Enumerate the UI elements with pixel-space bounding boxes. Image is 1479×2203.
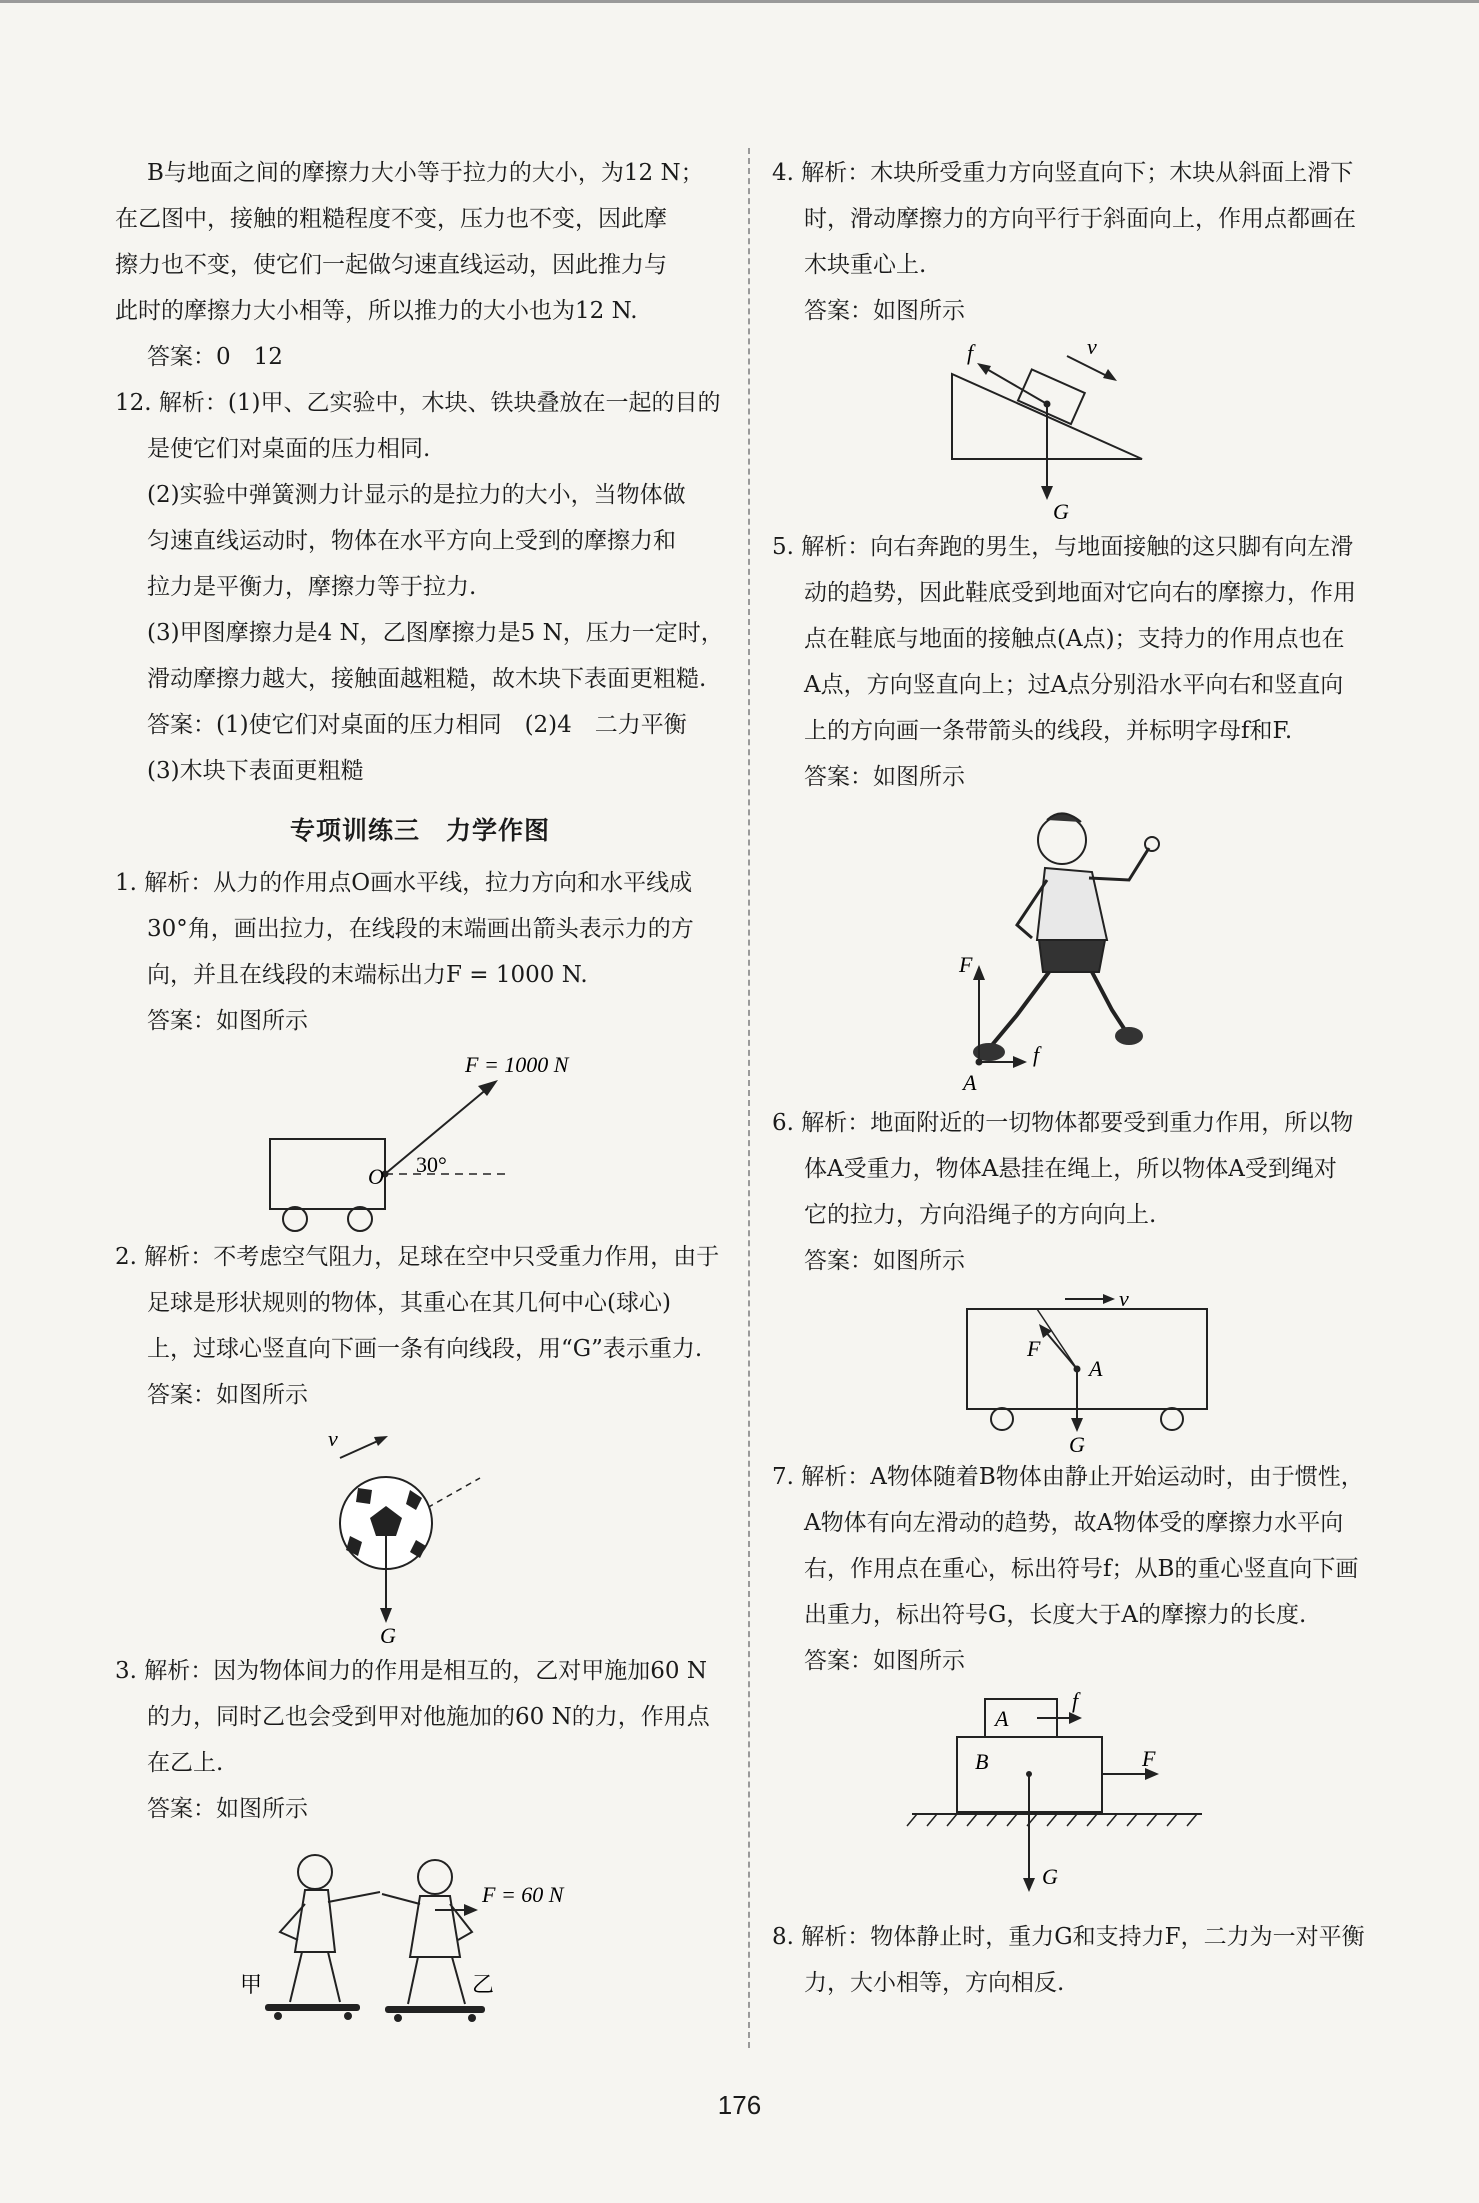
person-jia-body <box>295 1890 335 1952</box>
text-line: 2. 解析：不考虑空气阻力，足球在空中只受重力作用，由于 <box>115 1244 720 1270</box>
shoe-front <box>1115 1027 1143 1045</box>
text-line: 时，滑动摩擦力的方向平行于斜面向上，作用点都画在 <box>804 206 1356 232</box>
text-line: 上的方向画一条带箭头的线段，并标明字母f和F. <box>804 718 1293 744</box>
person-yi-head <box>418 1860 452 1894</box>
q8 <box>772 1914 1382 2006</box>
gravity-label: G <box>1069 1432 1085 1454</box>
answer-line: 答案：如图所示 <box>147 1008 308 1034</box>
text-line: 在乙图中，接触的粗糙程度不变，压力也不变，因此摩 <box>115 206 667 232</box>
angle-label: 30° <box>416 1152 447 1177</box>
tension-label: F <box>1027 1336 1041 1361</box>
answer-line: 答案：如图所示 <box>147 1382 308 1408</box>
text-line: 是使它们对桌面的压力相同. <box>147 436 431 462</box>
jia-label: 甲 <box>240 1972 263 1997</box>
friction-label: f <box>967 340 974 365</box>
boy-shorts <box>1039 940 1105 972</box>
text-line: 拉力是平衡力，摩擦力等于拉力. <box>147 574 477 600</box>
friction-label: f <box>1072 1688 1079 1713</box>
skateboard-wheel <box>394 2014 402 2022</box>
text-line: 的力，同时乙也会受到甲对他施加的60 N的力，作用点 <box>147 1704 710 1730</box>
top-rule <box>0 0 1479 3</box>
velocity-arrowhead <box>374 1436 388 1446</box>
text-line: 上，过球心竖直向下画一条有向线段，用“G”表示重力. <box>147 1336 703 1362</box>
left-column <box>115 150 725 2032</box>
text-line: 4. 解析：木块所受重力方向竖直向下；木块从斜面上滑下 <box>772 160 1354 186</box>
text-line: 匀速直线运动时，物体在水平方向上受到的摩擦力和 <box>147 528 676 554</box>
text-line: 力，大小相等，方向相反. <box>804 1970 1065 1996</box>
person-jia-head <box>298 1855 332 1889</box>
q4 <box>772 150 1382 334</box>
cart-wheel <box>348 1207 372 1231</box>
velocity-arrow-line <box>340 1440 380 1458</box>
text-line: (2)实验中弹簧测力计显示的是拉力的大小，当物体做 <box>147 482 686 508</box>
q7 <box>772 1454 1382 1684</box>
text-line: 5. 解析：向右奔跑的男生，与地面接触的这只脚有向左滑 <box>772 534 1354 560</box>
answer-line: 答案：0 12 <box>147 344 283 370</box>
velocity-label: v <box>1119 1286 1129 1311</box>
answer-line: 答案：如图所示 <box>804 298 965 324</box>
text-line: 此时的摩擦力大小相等，所以推力的大小也为12 N. <box>115 298 638 324</box>
skateboard-wheel <box>274 2012 282 2020</box>
answer-line: 答案：如图所示 <box>804 1248 965 1274</box>
q6 <box>772 1100 1382 1284</box>
rope <box>1037 1309 1077 1369</box>
push-force-label: F <box>1142 1746 1156 1771</box>
velocity-arrowhead <box>1103 369 1117 381</box>
boy-arm-front <box>1089 848 1149 880</box>
velocity-label: v <box>1087 334 1097 359</box>
gravity-arrowhead <box>380 1608 392 1623</box>
skateboard-wheel <box>344 2012 352 2020</box>
block-on-incline <box>1018 369 1085 424</box>
text-line: B与地面之间的摩擦力大小等于拉力的大小，为12 N； <box>147 160 704 186</box>
q5 <box>772 524 1382 800</box>
cart-force-figure <box>210 1044 630 1234</box>
text-line: 30°角，画出拉力，在线段的末端画出箭头表示力的方 <box>147 916 694 942</box>
boy-head <box>1038 816 1086 864</box>
incline-block-figure <box>867 334 1287 524</box>
text-line: 足球是形状规则的物体，其重心在其几何中心(球心) <box>147 1290 671 1316</box>
object-a-label: A <box>1089 1356 1103 1381</box>
vehicle-box <box>967 1309 1207 1409</box>
q3 <box>115 1648 725 1832</box>
friction-arrowhead <box>1069 1712 1082 1724</box>
text-line: 6. 解析：地面附近的一切物体都要受到重力作用，所以物 <box>772 1110 1354 1136</box>
q12 <box>115 380 725 794</box>
answer-line: 答案：(1)使它们对桌面的压力相同 (2)4 二力平衡 <box>147 712 687 738</box>
gravity-arrowhead <box>1023 1878 1035 1892</box>
text-line: 它的拉力，方向沿绳子的方向向上. <box>804 1202 1157 1228</box>
text-line: 在乙上. <box>147 1750 224 1776</box>
running-boy-figure <box>867 800 1287 1100</box>
support-force-arrowhead <box>973 965 985 980</box>
right-column <box>772 150 1382 2006</box>
vehicle-wheel <box>991 1408 1013 1430</box>
person-jia-legs <box>290 1952 340 2002</box>
answer-line: (3)木块下表面更粗糙 <box>147 758 364 784</box>
q11-continuation <box>115 150 725 380</box>
friction-arrowhead <box>1013 1056 1027 1068</box>
column-divider <box>748 148 750 2048</box>
answer-line: 答案：如图所示 <box>147 1796 308 1822</box>
answer-line: 答案：如图所示 <box>804 1648 965 1674</box>
gravity-arrowhead <box>1041 486 1053 500</box>
football-gravity-figure <box>210 1418 630 1648</box>
ground-hatching <box>907 1814 1197 1826</box>
gravity-label: G <box>1042 1864 1058 1889</box>
q1 <box>115 860 725 1044</box>
text-line: 擦力也不变，使它们一起做匀速直线运动，因此推力与 <box>115 252 667 278</box>
point-a-label: A <box>963 1070 977 1095</box>
velocity-label: v <box>328 1426 338 1451</box>
force-label: F = 1000 N <box>465 1052 569 1077</box>
person-jia-arm <box>280 1904 305 1940</box>
block-a-label: A <box>995 1706 1009 1731</box>
gravity-arrowhead <box>1071 1418 1083 1432</box>
velocity-arrowhead <box>1103 1294 1115 1304</box>
skateboard <box>385 2006 485 2013</box>
stacked-blocks-figure <box>867 1684 1287 1914</box>
cart-wheel <box>283 1207 307 1231</box>
boy-leg-front <box>1092 972 1125 1030</box>
text-line: 3. 解析：因为物体间力的作用是相互的，乙对甲施加60 N <box>115 1658 707 1684</box>
person-yi-body <box>410 1896 460 1957</box>
person-jia-arm <box>328 1892 380 1902</box>
boy-fist <box>1145 837 1159 851</box>
text-line: 木块重心上. <box>804 252 927 278</box>
skateboard-wheel <box>468 2014 476 2022</box>
gravity-label: G <box>380 1623 396 1648</box>
text-line: A点，方向竖直向上；过A点分别沿水平向右和竖直向 <box>804 672 1344 698</box>
friction-label: f <box>1033 1042 1040 1067</box>
text-line: 1. 解析：从力的作用点O画水平线，拉力方向和水平线成 <box>115 870 693 896</box>
text-line: 右，作用点在重心，标出符号f；从B的重心竖直向下画 <box>804 1556 1359 1582</box>
person-yi-arm <box>382 1894 420 1904</box>
force-arrowhead <box>464 1904 478 1916</box>
answer-line: 答案：如图所示 <box>804 764 965 790</box>
text-line: (3)甲图摩擦力是4 N，乙图摩擦力是5 N，压力一定时， <box>147 620 724 646</box>
text-line: A物体有向左滑动的趋势，故A物体受的摩擦力水平向 <box>804 1510 1344 1536</box>
point-o-label: O <box>368 1164 384 1189</box>
friction-arrowhead <box>977 363 991 375</box>
force-label: F = 60 N <box>482 1882 564 1907</box>
text-line: 12. 解析：(1)甲、乙实验中，木块、铁块叠放在一起的目的 <box>115 390 721 416</box>
text-line: 8. 解析：物体静止时，重力G和支持力F，二力为一对平衡 <box>772 1924 1365 1950</box>
text-line: 动的趋势，因此鞋底受到地面对它向右的摩擦力，作用 <box>804 580 1356 606</box>
block-b-label: B <box>975 1749 989 1774</box>
boy-hair <box>1047 813 1081 822</box>
football-patch <box>356 1488 372 1504</box>
support-force-label: F <box>959 952 973 977</box>
text-line: 向，并且在线段的末端标出力F = 1000 N. <box>147 962 588 988</box>
text-line: 出重力，标出符号G，长度大于A的摩擦力的长度. <box>804 1602 1307 1628</box>
text-line: 点在鞋底与地面的接触点(A点)；支持力的作用点也在 <box>804 626 1345 652</box>
section-title: 专项训练三 力学作图 <box>289 816 550 845</box>
text-line: 7. 解析：A物体随着B物体由静止开始运动时，由于惯性， <box>772 1464 1364 1490</box>
friction-arrow-line <box>985 368 1047 404</box>
velocity-arrow-line <box>1067 356 1107 376</box>
hanging-object-figure <box>867 1284 1287 1454</box>
person-yi-legs <box>408 1957 465 2004</box>
skateboard <box>265 2004 360 2011</box>
page-number: 176 <box>717 2090 762 2120</box>
two-skaters-figure <box>210 1832 630 2032</box>
tension-arrow-line <box>1045 1331 1077 1369</box>
text-line: 滑动摩擦力越大，接触面越粗糙，故木块下表面更粗糙. <box>147 666 707 692</box>
boy-leg-back <box>992 972 1049 1045</box>
shoe-back <box>973 1043 1005 1061</box>
gravity-label: G <box>1053 499 1069 524</box>
yi-label: 乙 <box>472 1972 495 1997</box>
q2 <box>115 1234 725 1418</box>
text-line: 体A受重力，物体A悬挂在绳上，所以物体A受到绳对 <box>804 1156 1337 1182</box>
vehicle-wheel <box>1161 1408 1183 1430</box>
